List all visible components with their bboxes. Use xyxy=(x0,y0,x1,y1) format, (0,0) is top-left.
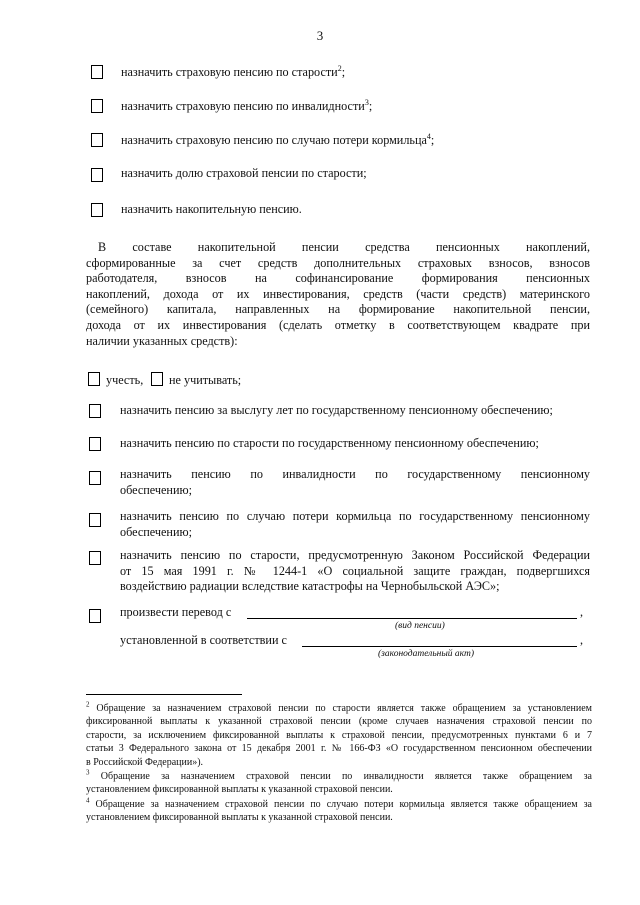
footnote-separator xyxy=(86,694,242,695)
checkbox[interactable] xyxy=(91,168,103,182)
transfer-label: произвести перевод с xyxy=(120,605,232,619)
option-label: назначить страховую пенсию по инвалидности$^3$; xyxy=(121,97,373,113)
consider-label: учесть, xyxy=(106,373,144,387)
footnote-number: 3 xyxy=(86,768,90,777)
legislative-act-field[interactable] xyxy=(302,646,577,647)
option-label: назначить пенсию по старости по государственному пенсионному обеспечению; xyxy=(120,436,539,450)
checkbox[interactable] xyxy=(91,99,103,113)
footnote-number: 2 xyxy=(86,700,90,709)
option-label: назначить страховую пенсию по случаю потери кормильца$^4$; xyxy=(121,131,435,147)
option-label: назначить долю страховой пенсии по старости; xyxy=(121,166,367,180)
option-label: назначить пенсию по инвалидности по государственному пенсионному обеспечению; xyxy=(120,467,590,497)
checkbox-not-consider[interactable] xyxy=(151,372,163,386)
footnote-number: 4 xyxy=(86,796,90,805)
checkbox[interactable] xyxy=(89,551,101,565)
checkbox[interactable] xyxy=(89,471,101,485)
footnote-3: $^3$ Обращение за назначением страховой пенсии по инвалидности является также обращением за установлением фиксированной выплаты к указанной страховой пенсии. xyxy=(86,768,592,796)
page-number: 3 xyxy=(316,28,324,43)
option-label: назначить пенсию по случаю потери кормильца по государственному пенсионному обеспечению; xyxy=(120,509,590,539)
paragraph-line: работодателя, взносов на софинансирование формирования пенсионных xyxy=(86,271,590,286)
option-label: назначить страховую пенсию по старости$^2$; xyxy=(121,63,346,79)
paragraph-line: В составе накопительной пенсии средства пенсионных накоплений, xyxy=(98,240,590,254)
paragraph-line: накоплений, дохода от их инвестирования, средств (части средств) материнского xyxy=(86,286,590,301)
checkbox[interactable] xyxy=(89,513,101,527)
checkbox[interactable] xyxy=(89,404,101,418)
footnote-4: $^4$ Обращение за назначением страховой пенсии по случаю потери кормильца является также обращением за установлением фиксированной выплаты к указанной страховой пенсии. xyxy=(86,796,593,824)
comma: , xyxy=(580,633,584,647)
option-label: назначить пенсию по старости, предусмотренную Законом Российской Федерации от 15 мая 1991 г. № 1244-1 «О социальной защите граждан, подвергшихся воздействию радиации вследствие катастрофы на Чернобыльской АЭС»; xyxy=(120,548,590,594)
established-label: установленной в соответствии с xyxy=(120,633,287,647)
checkbox[interactable] xyxy=(91,133,103,147)
checkbox[interactable] xyxy=(91,65,103,79)
pension-type-hint: (вид пенсии) xyxy=(395,621,445,631)
footnote-ref: 2 xyxy=(337,63,342,73)
paragraph-line: сформированные за счет средств дополнительных страховых взносов, взносов xyxy=(86,255,590,270)
not-consider-label: не учитывать; xyxy=(169,373,242,387)
option-label: назначить пенсию за выслугу лет по государственному пенсионному обеспечению; xyxy=(120,403,553,417)
funded-savings-paragraph xyxy=(86,240,590,349)
footnote-2: $^2$ Обращение за назначением страховой пенсии по старости является также обращением за установлением фиксированной выплаты к указанной страховой пенсии (кроме случаев назначения страховой пенсии по старости, за исключением фиксированной выплаты к страховой пенсии, предусмотренных пунктами 6 и 7 статьи 3 Федерального закона от 15 декабря 2001 г. № 166-ФЗ «О государственном пенсионном обеспечении в Российской Федерации»). xyxy=(86,700,592,768)
option-label: назначить накопительную пенсию. xyxy=(121,202,302,216)
pension-type-field[interactable] xyxy=(247,618,577,619)
checkbox[interactable] xyxy=(91,203,103,217)
footnote-ref: 4 xyxy=(426,131,431,141)
paragraph-line: (семейного) капитала, направленных на формирование накопительной пенсии, xyxy=(86,302,590,317)
footnote-ref: 3 xyxy=(364,97,369,107)
paragraph-line: наличии указанных средств): xyxy=(86,333,238,348)
checkbox[interactable] xyxy=(89,609,101,623)
paragraph-line: дохода от их инвестирования (сделать отметку в соответствующем квадрате при xyxy=(86,317,590,332)
checkbox[interactable] xyxy=(89,437,101,451)
checkbox-consider[interactable] xyxy=(88,372,100,386)
comma: , xyxy=(580,605,584,619)
legislative-act-hint: (законодательный акт) xyxy=(378,649,475,659)
